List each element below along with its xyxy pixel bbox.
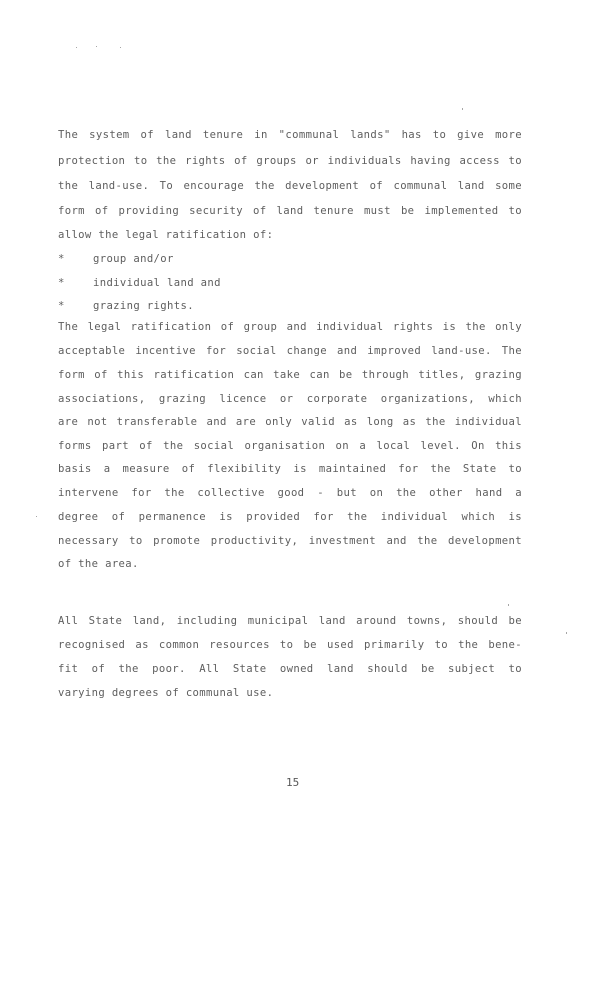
page-number: 15 (286, 776, 300, 789)
paragraph-3-line: varying degrees of communal use. (58, 687, 274, 699)
scan-speck (96, 46, 97, 47)
bullet-marker: * (58, 300, 65, 312)
bullet-item: grazing rights. (93, 300, 194, 312)
paragraph-2-line: of the area. (58, 558, 139, 570)
paragraph-2-line: The legal ratification of group and individual rights is the only (58, 321, 522, 333)
scan-speck (76, 47, 77, 48)
paragraph-2-line: are not transferable and are only valid as long as the individual (58, 416, 522, 428)
bullet-marker: * (58, 277, 65, 289)
paragraph-2-line: necessary to promote productivity, investment and the development (58, 535, 522, 547)
paragraph-2-line: degree of permanence is provided for the individual which is (58, 511, 522, 523)
paragraph-1-line: the land-use. To encourage the development of communal land some (58, 180, 522, 192)
scan-speck (120, 47, 121, 48)
paragraph-2-line: forms part of the social organisation on a local level. On this (58, 440, 522, 452)
paragraph-2-line: associations, grazing licence or corporate organizations, which (58, 393, 522, 405)
paragraph-1-line: allow the legal ratification of: (58, 229, 274, 241)
paragraph-1-line: The system of land tenure in "communal lands" has to give more (58, 129, 522, 141)
bullet-marker: * (58, 253, 65, 265)
scan-speck (566, 632, 567, 634)
paragraph-1-line: form of providing security of land tenure must be implemented to (58, 205, 522, 217)
paragraph-2-line: form of this ratification can take can be through titles, grazing (58, 369, 522, 381)
scan-speck (508, 604, 509, 606)
paragraph-3-line: recognised as common resources to be used primarily to the bene- (58, 639, 522, 651)
paragraph-2-line: intervene for the collective good - but on the other hand a (58, 487, 522, 499)
paragraph-1-line: protection to the rights of groups or individuals having access to (58, 155, 522, 167)
bullet-item: group and/or (93, 253, 174, 265)
scan-speck (36, 516, 37, 517)
paragraph-2-line: acceptable incentive for social change and improved land-use. The (58, 345, 522, 357)
paragraph-2-line: basis a measure of flexibility is maintained for the State to (58, 463, 522, 475)
scan-speck (462, 108, 463, 110)
paragraph-3-line: fit of the poor. All State owned land should be subject to (58, 663, 522, 675)
bullet-item: individual land and (93, 277, 221, 289)
paragraph-3-line: All State land, including municipal land around towns, should be (58, 615, 522, 627)
